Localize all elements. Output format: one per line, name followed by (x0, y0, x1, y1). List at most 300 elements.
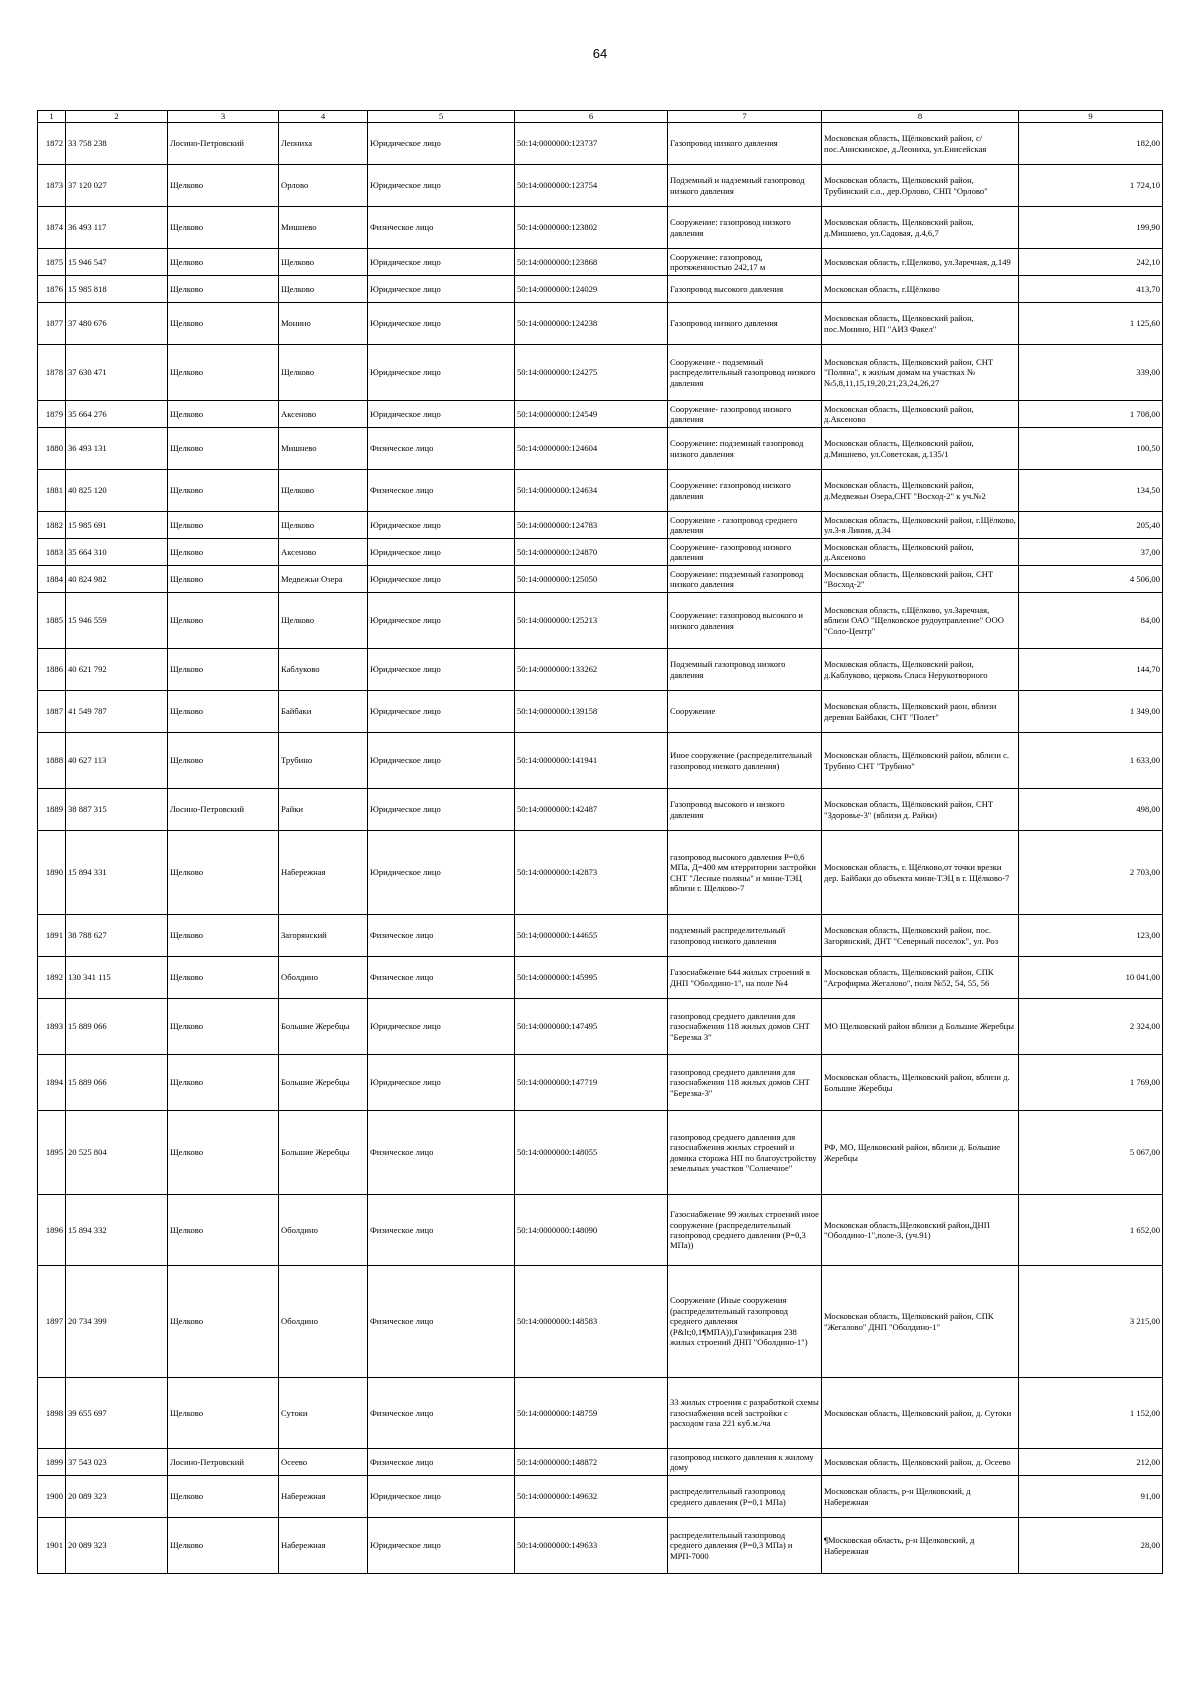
length-cell: 212,00 (1019, 1449, 1163, 1476)
district-cell: Щелково (168, 165, 279, 207)
length-cell: 1 652,00 (1019, 1195, 1163, 1266)
cadastral-number-cell: 50:14:0000000:148090 (515, 1195, 668, 1266)
district-cell: Щелково (168, 207, 279, 249)
row-number-cell: 1880 (38, 428, 66, 470)
length-cell: 413,70 (1019, 276, 1163, 303)
row-number-cell: 1892 (38, 957, 66, 999)
cadastral-number-cell: 50:14:0000000:124870 (515, 539, 668, 566)
address-cell: Московская область, Щёлковский район, вблизи с. Трубино СНТ "Трубино" (822, 733, 1019, 789)
owner-type-cell: Юридическое лицо (368, 401, 515, 428)
owner-type-cell: Юридическое лицо (368, 999, 515, 1055)
length-cell: 10 041,00 (1019, 957, 1163, 999)
length-cell: 1 633,00 (1019, 733, 1163, 789)
object-description-cell: подземный распределительный газопровод низкого давления (668, 915, 822, 957)
table-row (38, 165, 1163, 207)
owner-type-cell: Юридическое лицо (368, 691, 515, 733)
table-row (38, 566, 1163, 593)
district-cell: Щелково (168, 539, 279, 566)
table-row (38, 539, 1163, 566)
table-row (38, 1518, 1163, 1574)
code-cell: 15 889 066 (66, 1055, 168, 1111)
column-header: 1 (38, 111, 66, 123)
code-cell: 41 549 787 (66, 691, 168, 733)
locality-cell: Щелково (279, 276, 368, 303)
row-number-cell: 1882 (38, 512, 66, 539)
address-cell: Московская область, Щелковский район, д.Мишнево, ул.Советская, д.135/1 (822, 428, 1019, 470)
locality-cell: Осеево (279, 1449, 368, 1476)
cadastral-number-cell: 50:14:0000000:148872 (515, 1449, 668, 1476)
locality-cell: Аксеново (279, 401, 368, 428)
column-header: 4 (279, 111, 368, 123)
cadastral-number-cell: 50:14:0000000:123737 (515, 123, 668, 165)
object-description-cell: Газоснабжение 644 жилых строений в ДНП "Оболдино-1", на поле №4 (668, 957, 822, 999)
length-cell: 182,00 (1019, 123, 1163, 165)
district-cell: Щелково (168, 470, 279, 512)
table-row (38, 1055, 1163, 1111)
cadastral-number-cell: 50:14:0000000:123868 (515, 249, 668, 276)
row-number-cell: 1899 (38, 1449, 66, 1476)
district-cell: Щелково (168, 303, 279, 345)
address-cell: Московская область, р-н Щелковский, д Набережная (822, 1476, 1019, 1518)
row-number-cell: 1885 (38, 593, 66, 649)
locality-cell: Оболдино (279, 1195, 368, 1266)
column-header: 3 (168, 111, 279, 123)
locality-cell: Щелково (279, 345, 368, 401)
object-description-cell: Сооружение- газопровод низкого давления (668, 401, 822, 428)
district-cell: Лосино-Петровский (168, 123, 279, 165)
address-cell: Московская область, Щелковский район, д.Аксеново (822, 539, 1019, 566)
code-cell: 37 543 023 (66, 1449, 168, 1476)
district-cell: Щелково (168, 957, 279, 999)
length-cell: 134,50 (1019, 470, 1163, 512)
table-row (38, 303, 1163, 345)
owner-type-cell: Физическое лицо (368, 915, 515, 957)
object-description-cell: газопровод среднего давления для газоснабжения 118 жилых домов СНТ "Березка-3" (668, 1055, 822, 1111)
district-cell: Щелково (168, 999, 279, 1055)
district-cell: Щелково (168, 566, 279, 593)
code-cell: 35 664 276 (66, 401, 168, 428)
object-description-cell: 33 жилых строения с разработкой схемы газоснабжения всей застройки с расходом газа 221 куб.м./ча (668, 1378, 822, 1449)
length-cell: 199,90 (1019, 207, 1163, 249)
row-number-cell: 1884 (38, 566, 66, 593)
owner-type-cell: Юридическое лицо (368, 649, 515, 691)
table-row (38, 831, 1163, 915)
locality-cell: Трубино (279, 733, 368, 789)
owner-type-cell: Физическое лицо (368, 957, 515, 999)
locality-cell: Каблуково (279, 649, 368, 691)
cadastral-number-cell: 50:14:0000000:124238 (515, 303, 668, 345)
length-cell: 498,00 (1019, 789, 1163, 831)
cadastral-number-cell: 50:14:0000000:123802 (515, 207, 668, 249)
owner-type-cell: Юридическое лицо (368, 345, 515, 401)
district-cell: Щелково (168, 1266, 279, 1378)
locality-cell: Медвежьи Озера (279, 566, 368, 593)
locality-cell: Щелково (279, 249, 368, 276)
length-cell: 339,00 (1019, 345, 1163, 401)
row-number-cell: 1881 (38, 470, 66, 512)
object-description-cell: Сооружение: газопровод, протяженностью 242,17 м (668, 249, 822, 276)
owner-type-cell: Физическое лицо (368, 470, 515, 512)
code-cell: 36 493 131 (66, 428, 168, 470)
district-cell: Щелково (168, 1518, 279, 1574)
row-number-cell: 1886 (38, 649, 66, 691)
owner-type-cell: Юридическое лицо (368, 831, 515, 915)
locality-cell: Щелково (279, 470, 368, 512)
code-cell: 15 894 331 (66, 831, 168, 915)
code-cell: 15 946 559 (66, 593, 168, 649)
district-cell: Щелково (168, 428, 279, 470)
row-number-cell: 1877 (38, 303, 66, 345)
district-cell: Щелково (168, 691, 279, 733)
owner-type-cell: Юридическое лицо (368, 593, 515, 649)
table-row (38, 276, 1163, 303)
object-description-cell: Сооружение: подземный газопровод низкого давления (668, 566, 822, 593)
address-cell: Московская область, Щелковский район, СПК "Жегалово" ДНП "Оболдино-1" (822, 1266, 1019, 1378)
row-number-cell: 1879 (38, 401, 66, 428)
locality-cell: Оболдино (279, 1266, 368, 1378)
object-description-cell: Подземный газопровод низкого давления (668, 649, 822, 691)
table-row (38, 428, 1163, 470)
row-number-cell: 1894 (38, 1055, 66, 1111)
code-cell: 20 734 399 (66, 1266, 168, 1378)
address-cell: РФ, МО, Щелковский район, вблизи д. Большие Жеребцы (822, 1111, 1019, 1195)
locality-cell: Большие Жеребцы (279, 1111, 368, 1195)
object-description-cell: Иное сооружение (распределительный газопровод низкого давления) (668, 733, 822, 789)
length-cell: 37,00 (1019, 539, 1163, 566)
object-description-cell: Сооружение (Иные сооружения (распределительный газопровод среднего давления (P&lt;0,1¶МПА)),Газификация 238 жилых строений ДНП "Оболдино-1") (668, 1266, 822, 1378)
object-description-cell: распределительный газопровод среднего давления (P=0,3 МПа) и МРП-7000 (668, 1518, 822, 1574)
address-cell: Московская область, Щелковский район, г.Щёлково, ул.3-я Линия, д.34 (822, 512, 1019, 539)
table-row (38, 345, 1163, 401)
locality-cell: Большие Жеребцы (279, 999, 368, 1055)
row-number-cell: 1900 (38, 1476, 66, 1518)
code-cell: 15 946 547 (66, 249, 168, 276)
object-description-cell: Сооружение- газопровод низкого давления (668, 539, 822, 566)
owner-type-cell: Юридическое лицо (368, 512, 515, 539)
owner-type-cell: Физическое лицо (368, 1195, 515, 1266)
length-cell: 2 324,00 (1019, 999, 1163, 1055)
address-cell: Московская область, Щёлковский район, СНТ "Здоровье-3" (вблизи д. Райки) (822, 789, 1019, 831)
cadastral-number-cell: 50:14:0000000:124275 (515, 345, 668, 401)
length-cell: 3 215,00 (1019, 1266, 1163, 1378)
header-row (38, 111, 1163, 123)
district-cell: Щелково (168, 401, 279, 428)
owner-type-cell: Юридическое лицо (368, 303, 515, 345)
code-cell: 20 089 323 (66, 1476, 168, 1518)
length-cell: 144,70 (1019, 649, 1163, 691)
table-row (38, 249, 1163, 276)
address-cell: Московская область, Щелковский раон, вблизи деревни Байбаки, СНТ "Полет" (822, 691, 1019, 733)
row-number-cell: 1873 (38, 165, 66, 207)
cadastral-number-cell: 50:14:0000000:123754 (515, 165, 668, 207)
column-header: 6 (515, 111, 668, 123)
owner-type-cell: Физическое лицо (368, 1449, 515, 1476)
owner-type-cell: Юридическое лицо (368, 1476, 515, 1518)
object-description-cell: Сооружение: газопровод низкого давления (668, 207, 822, 249)
length-cell: 1 152,00 (1019, 1378, 1163, 1449)
address-cell: Московская область, Щелковский район, пос.Монино, НП "АИЗ Факел" (822, 303, 1019, 345)
owner-type-cell: Юридическое лицо (368, 249, 515, 276)
district-cell: Щелково (168, 1195, 279, 1266)
address-cell: Московская область, Щелковский район, д.Каблуково, церковь Спаса Нерукотворного (822, 649, 1019, 691)
locality-cell: Щелково (279, 593, 368, 649)
code-cell: 37 480 676 (66, 303, 168, 345)
owner-type-cell: Физическое лицо (368, 1266, 515, 1378)
cadastral-number-cell: 50:14:0000000:142873 (515, 831, 668, 915)
owner-type-cell: Юридическое лицо (368, 276, 515, 303)
cadastral-number-cell: 50:14:0000000:142487 (515, 789, 668, 831)
table-row (38, 1378, 1163, 1449)
cadastral-number-cell: 50:14:0000000:125213 (515, 593, 668, 649)
length-cell: 84,00 (1019, 593, 1163, 649)
code-cell: 40 627 113 (66, 733, 168, 789)
cadastral-number-cell: 50:14:0000000:124634 (515, 470, 668, 512)
length-cell: 100,50 (1019, 428, 1163, 470)
row-number-cell: 1895 (38, 1111, 66, 1195)
column-header: 8 (822, 111, 1019, 123)
object-description-cell: газопровод среднего давления для газоснабжения жилых строений и домика сторожа НП по благоустройству земельных участков "Солнечное" (668, 1111, 822, 1195)
cadastral-number-cell: 50:14:0000000:133262 (515, 649, 668, 691)
locality-cell: Мишнево (279, 207, 368, 249)
code-cell: 20 525 804 (66, 1111, 168, 1195)
row-number-cell: 1887 (38, 691, 66, 733)
code-cell: 37 120 027 (66, 165, 168, 207)
row-number-cell: 1896 (38, 1195, 66, 1266)
district-cell: Щелково (168, 649, 279, 691)
object-description-cell: Газопровод высокого и низкого давления (668, 789, 822, 831)
locality-cell: Оболдино (279, 957, 368, 999)
cadastral-number-cell: 50:14:0000000:148055 (515, 1111, 668, 1195)
page-number: 64 (592, 46, 608, 61)
row-number-cell: 1893 (38, 999, 66, 1055)
object-description-cell: распределительный газопровод среднего давления (P=0,1 МПа) (668, 1476, 822, 1518)
table-row (38, 401, 1163, 428)
table-row (38, 999, 1163, 1055)
cadastral-number-cell: 50:14:0000000:149632 (515, 1476, 668, 1518)
table-row (38, 691, 1163, 733)
object-description-cell: Сооружение: подземный газопровод низкого давления (668, 428, 822, 470)
object-description-cell: Газопровод низкого давления (668, 123, 822, 165)
table-row (38, 915, 1163, 957)
row-number-cell: 1889 (38, 789, 66, 831)
row-number-cell: 1883 (38, 539, 66, 566)
length-cell: 1 724,10 (1019, 165, 1163, 207)
object-description-cell: газопровод высокого давления P=0,6 МПа, Д=400 мм ктерритории застройки СНТ "Лесные поляны" и мини-ТЭЦ вблизи г. Щелково-7 (668, 831, 822, 915)
owner-type-cell: Юридическое лицо (368, 165, 515, 207)
code-cell: 40 621 792 (66, 649, 168, 691)
object-description-cell: Газоснабжение 99 жилых строений иное сооружение (распределительный газопровод среднего давления (P=0,3 МПа)) (668, 1195, 822, 1266)
owner-type-cell: Юридическое лицо (368, 789, 515, 831)
row-number-cell: 1891 (38, 915, 66, 957)
locality-cell: Набережная (279, 831, 368, 915)
address-cell: Московская область, г.Щёлково, ул.Заречная, вблизи ОАО "Щелковское рудоуправление" ООО "Соло-Центр" (822, 593, 1019, 649)
length-cell: 242,10 (1019, 249, 1163, 276)
code-cell: 20 089 323 (66, 1518, 168, 1574)
cadastral-number-cell: 50:14:0000000:124604 (515, 428, 668, 470)
row-number-cell: 1875 (38, 249, 66, 276)
table-row (38, 207, 1163, 249)
address-cell: Московская область, Щелковский район, д.Медвежьи Озера,СНТ "Восход-2" к уч.№2 (822, 470, 1019, 512)
cadastral-number-cell: 50:14:0000000:124029 (515, 276, 668, 303)
length-cell: 205,40 (1019, 512, 1163, 539)
row-number-cell: 1878 (38, 345, 66, 401)
address-cell: Московская область, Щелковский район, д. Осеево (822, 1449, 1019, 1476)
address-cell: Московская область, Щелковский район, СПК "Агрофирма Жегалово", поля №52, 54, 55, 56 (822, 957, 1019, 999)
district-cell: Щелково (168, 276, 279, 303)
code-cell: 15 889 066 (66, 999, 168, 1055)
row-number-cell: 1888 (38, 733, 66, 789)
row-number-cell: 1876 (38, 276, 66, 303)
code-cell: 40 824 982 (66, 566, 168, 593)
object-description-cell: Сооружение - газопровод среднего давления (668, 512, 822, 539)
code-cell: 130 341 115 (66, 957, 168, 999)
object-description-cell: Сооружение: газопровод высокого и низкого давления (668, 593, 822, 649)
address-cell: Московская область, г. Щёлково,от точки врезки дер. Байбаки до объекта мини-ТЭЦ в г. Щёлково-7 (822, 831, 1019, 915)
row-number-cell: 1890 (38, 831, 66, 915)
length-cell: 28,00 (1019, 1518, 1163, 1574)
locality-cell: Байбаки (279, 691, 368, 733)
table-row (38, 733, 1163, 789)
owner-type-cell: Физическое лицо (368, 1111, 515, 1195)
district-cell: Щелково (168, 345, 279, 401)
locality-cell: Монино (279, 303, 368, 345)
code-cell: 36 493 117 (66, 207, 168, 249)
address-cell: Московская область, Щёлковский район, с/пос.Анискинское, д.Леониха, ул.Енисейская (822, 123, 1019, 165)
district-cell: Щелково (168, 249, 279, 276)
locality-cell: Сутоки (279, 1378, 368, 1449)
length-cell: 123,00 (1019, 915, 1163, 957)
row-number-cell: 1872 (38, 123, 66, 165)
cadastral-number-cell: 50:14:0000000:147719 (515, 1055, 668, 1111)
address-cell: Московская область, г.Щёлково (822, 276, 1019, 303)
code-cell: 15 894 332 (66, 1195, 168, 1266)
column-header: 5 (368, 111, 515, 123)
column-header: 9 (1019, 111, 1163, 123)
table-row (38, 1476, 1163, 1518)
object-description-cell: Сооружение: газопровод низкого давления (668, 470, 822, 512)
table-row (38, 789, 1163, 831)
cadastral-number-cell: 50:14:0000000:147495 (515, 999, 668, 1055)
locality-cell: Мишнево (279, 428, 368, 470)
owner-type-cell: Юридическое лицо (368, 123, 515, 165)
district-cell: Лосино-Петровский (168, 789, 279, 831)
owner-type-cell: Юридическое лицо (368, 1518, 515, 1574)
code-cell: 15 985 818 (66, 276, 168, 303)
address-cell: Московская область, Щелковский район, вблизи д. Большие Жеребцы (822, 1055, 1019, 1111)
locality-cell: Набережная (279, 1476, 368, 1518)
owner-type-cell: Юридическое лицо (368, 1055, 515, 1111)
object-description-cell: Газопровод высокого давления (668, 276, 822, 303)
address-cell: ¶Московская область, р-н Щелковский, д Набережная (822, 1518, 1019, 1574)
code-cell: 38 788 627 (66, 915, 168, 957)
owner-type-cell: Физическое лицо (368, 207, 515, 249)
owner-type-cell: Физическое лицо (368, 1378, 515, 1449)
district-cell: Щелково (168, 831, 279, 915)
address-cell: Московская область, Щелковский район, СНТ "Восход-2" (822, 566, 1019, 593)
locality-cell: Большие Жеребцы (279, 1055, 368, 1111)
district-cell: Лосино-Петровский (168, 1449, 279, 1476)
district-cell: Щелково (168, 733, 279, 789)
object-description-cell: Подземный и надземный газопровод низкого давления (668, 165, 822, 207)
locality-cell: Леониха (279, 123, 368, 165)
address-cell: Московская область, Щелковский район, Трубинский с.о., дер.Орлово, СНП "Орлово" (822, 165, 1019, 207)
district-cell: Щелково (168, 1055, 279, 1111)
row-number-cell: 1898 (38, 1378, 66, 1449)
cadastral-number-cell: 50:14:0000000:124549 (515, 401, 668, 428)
cadastral-number-cell: 50:14:0000000:148759 (515, 1378, 668, 1449)
code-cell: 40 825 120 (66, 470, 168, 512)
locality-cell: Щелково (279, 512, 368, 539)
table-row (38, 649, 1163, 691)
length-cell: 1 125,60 (1019, 303, 1163, 345)
table-row (38, 957, 1163, 999)
cadastral-number-cell: 50:14:0000000:144655 (515, 915, 668, 957)
address-cell: Московская область, г.Щелково, ул.Заречная, д.149 (822, 249, 1019, 276)
length-cell: 4 506,00 (1019, 566, 1163, 593)
length-cell: 91,00 (1019, 1476, 1163, 1518)
address-cell: Московская область,Щелковский район,ДНП "Оболдино-1",поле-3, (уч.91) (822, 1195, 1019, 1266)
district-cell: Щелково (168, 593, 279, 649)
owner-type-cell: Юридическое лицо (368, 566, 515, 593)
locality-cell: Набережная (279, 1518, 368, 1574)
district-cell: Щелково (168, 1111, 279, 1195)
owner-type-cell: Физическое лицо (368, 428, 515, 470)
district-cell: Щелково (168, 1476, 279, 1518)
cadastral-number-cell: 50:14:0000000:124783 (515, 512, 668, 539)
address-cell: Московская область, Щелковский район, д.Аксеново (822, 401, 1019, 428)
cadastral-number-cell: 50:14:0000000:148583 (515, 1266, 668, 1378)
locality-cell: Райки (279, 789, 368, 831)
owner-type-cell: Юридическое лицо (368, 539, 515, 566)
length-cell: 5 067,00 (1019, 1111, 1163, 1195)
row-number-cell: 1874 (38, 207, 66, 249)
table-row (38, 1195, 1163, 1266)
owner-type-cell: Юридическое лицо (368, 733, 515, 789)
length-cell: 1 708,00 (1019, 401, 1163, 428)
district-cell: Щелково (168, 915, 279, 957)
locality-cell: Аксеново (279, 539, 368, 566)
code-cell: 15 985 691 (66, 512, 168, 539)
cadastral-number-cell: 50:14:0000000:125050 (515, 566, 668, 593)
table-row (38, 1449, 1163, 1476)
locality-cell: Орлово (279, 165, 368, 207)
column-header: 7 (668, 111, 822, 123)
locality-cell: Загорянский (279, 915, 368, 957)
row-number-cell: 1897 (38, 1266, 66, 1378)
table-row (38, 512, 1163, 539)
length-cell: 1 769,00 (1019, 1055, 1163, 1111)
table-row (38, 470, 1163, 512)
code-cell: 33 758 238 (66, 123, 168, 165)
object-description-cell: Сооружение (668, 691, 822, 733)
address-cell: Московская область, Щелковский район, пос. Загорянский, ДНТ "Северный поселок", ул. Роз (822, 915, 1019, 957)
address-cell: МО Щелковский район вблизи д Большие Жеребцы (822, 999, 1019, 1055)
object-description-cell: газопровод среднего давления для газоснабжения 118 жилых домов СНТ "Березка 3" (668, 999, 822, 1055)
column-header: 2 (66, 111, 168, 123)
row-number-cell: 1901 (38, 1518, 66, 1574)
code-cell: 38 887 315 (66, 789, 168, 831)
code-cell: 37 630 471 (66, 345, 168, 401)
cadastral-number-cell: 50:14:0000000:145995 (515, 957, 668, 999)
table-row (38, 1111, 1163, 1195)
district-cell: Щелково (168, 512, 279, 539)
registry-table (37, 110, 1163, 1574)
length-cell: 2 703,00 (1019, 831, 1163, 915)
address-cell: Московская область, Щелковский район, СНТ "Поляна", к жилым домам на участках №№5,8,11,15,19,20,21,23,24,26,27 (822, 345, 1019, 401)
object-description-cell: газопровод низкого давления к жилому дому (668, 1449, 822, 1476)
table-row (38, 1266, 1163, 1378)
code-cell: 39 655 697 (66, 1378, 168, 1449)
